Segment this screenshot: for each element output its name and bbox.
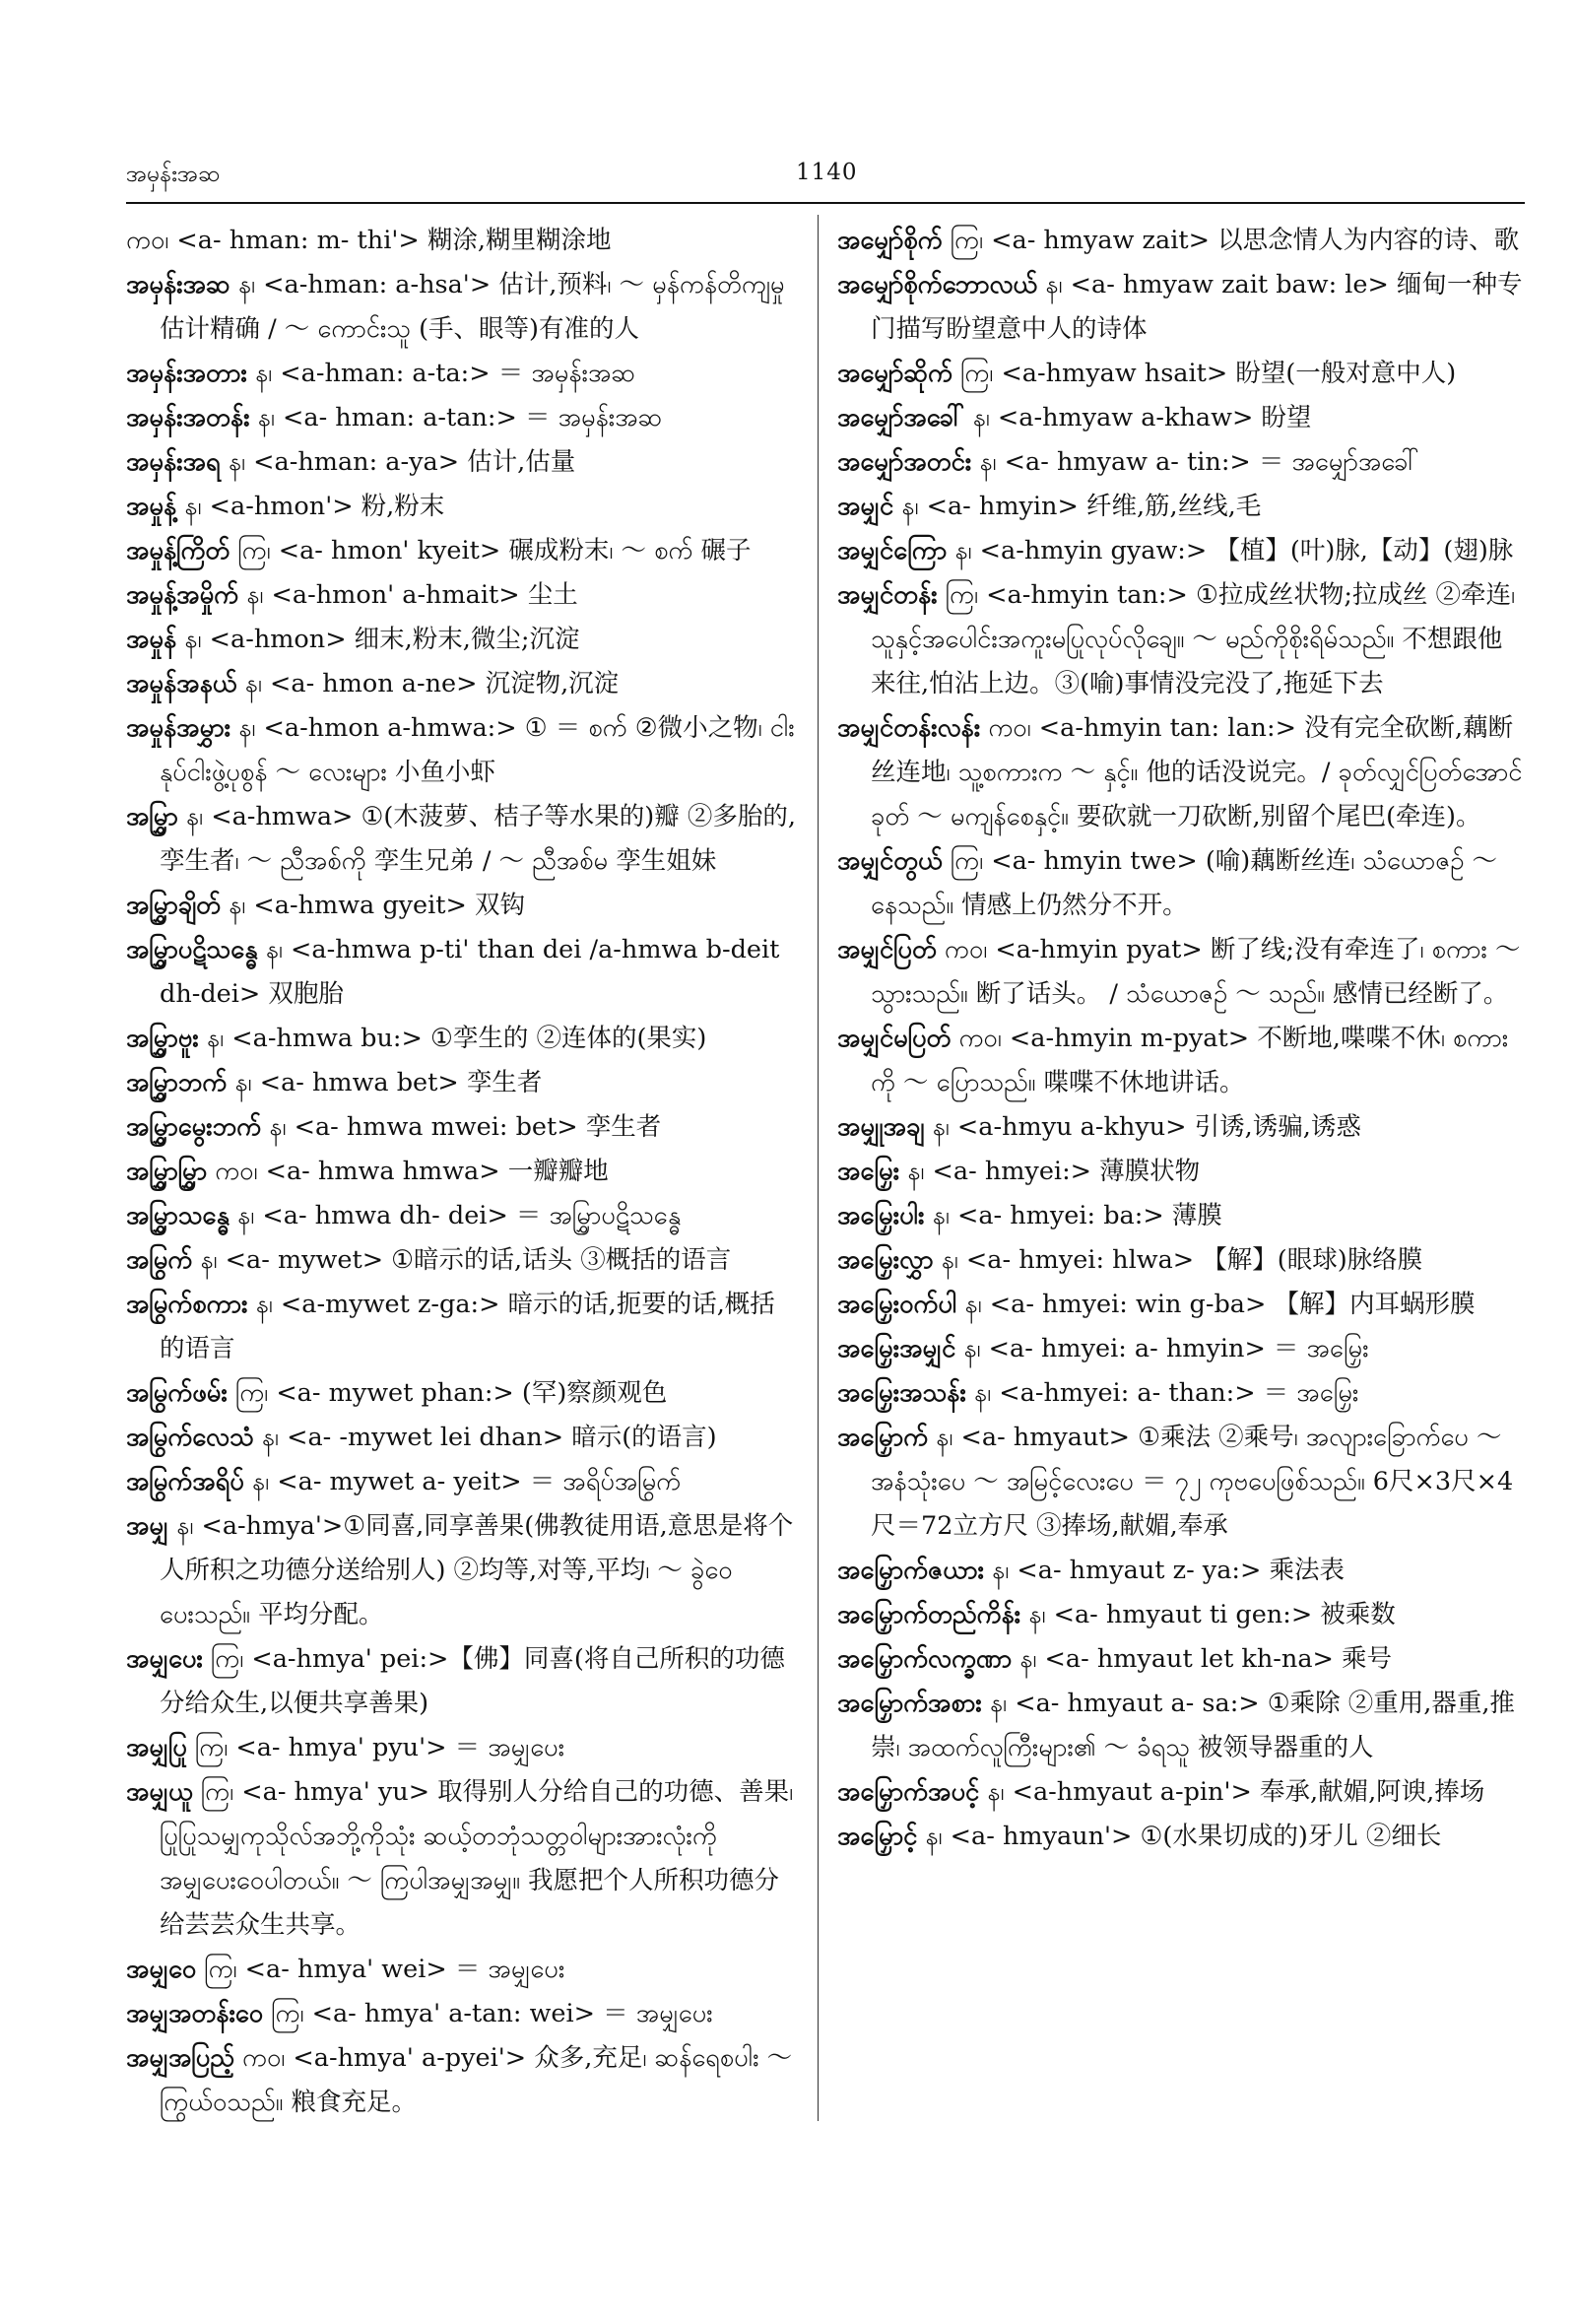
dictionary-entry <box>126 2036 796 2125</box>
entry-definition: န၊ <a- hmwa bet> 孪生者 <box>234 1068 543 1097</box>
dictionary-entry <box>126 396 796 440</box>
entry-headword: အမြွက်အရိပ် <box>126 1467 244 1496</box>
entry-headword: အမြှေးပါး <box>837 1201 925 1230</box>
dictionary-entry <box>126 662 796 706</box>
page-number: 1140 <box>796 160 858 185</box>
dictionary-entry <box>837 219 1527 263</box>
entry-headword: အမှန်းအတား <box>126 359 247 388</box>
dictionary-entry <box>126 352 796 396</box>
entry-headword: အမှုန့်အမှိုက် <box>126 580 239 610</box>
entry-headword: အမှန်းအရ <box>126 447 221 477</box>
entry-definition: န၊ <a-hmon' a-hmait> 尘土 <box>246 580 578 610</box>
dictionary-entry <box>837 263 1527 352</box>
entry-headword: အမြှေးအသန်း <box>837 1378 966 1408</box>
dictionary-entry <box>837 1238 1527 1283</box>
entry-definition: န၊ <a- hman: a-tan:> ＝ အမှန်းအဆ <box>257 403 663 432</box>
dictionary-entry <box>126 706 796 795</box>
dictionary-entry <box>837 1416 1527 1549</box>
entry-headword: အမျှင် <box>837 492 894 521</box>
header-rule <box>126 202 1525 204</box>
entry-headword: အမျှင်ကြော <box>837 536 948 565</box>
entry-headword: အမြှောက်အပင့် <box>837 1777 980 1807</box>
dictionary-entry <box>126 1150 796 1194</box>
entry-headword: အမှန်းအတန်း <box>126 403 250 432</box>
dictionary-entry <box>837 1549 1527 1593</box>
entry-headword: အမျှင်မပြတ် <box>837 1024 952 1053</box>
entry-headword: အမျှော်စိုက် <box>837 226 943 255</box>
dictionary-entry <box>126 795 796 884</box>
dictionary-entry <box>837 573 1527 706</box>
entry-headword: အမျှင်တန်းလန်း <box>837 713 981 743</box>
entry-definition: ကြ၊ <a- hmya' pyu'> ＝ အမျှပေး <box>194 1733 565 1762</box>
entry-definition: န၊ <a- hmyaw a- tin:> ＝ အမျှော်အခေါ် <box>979 447 1419 477</box>
entry-headword: အမျှော်ဆိုက် <box>837 359 952 388</box>
dictionary-entry <box>126 1948 796 1992</box>
right-column <box>837 219 1527 1859</box>
dictionary-entry <box>837 352 1527 396</box>
entry-definition: န၊ <a- hmyaut> ①乘法 ②乘号၊ အလျားခြောက်ပေ ～ အနံသုံးပေ ～ အမြင့်လေးပေ ＝ ၇၂ ကုဗပေဖြစ်သည်။ 6尺×3尺×4尺＝72立方尺 ③捧场,献媚,奉承 <box>871 1423 1514 1541</box>
dictionary-entry <box>126 1416 796 1460</box>
entry-definition: န၊ <a- hmyaw zait baw: le> 缅甸一种专门描写盼望意中人的诗体 <box>871 270 1523 344</box>
entry-definition: ကဝ၊ <a-hmyin tan: lan:> 没有完全砍断,藕断丝连地၊ သူ့စကားက ～ နှင့်။ 他的话没说完。/ ခုတ်လျှင်ပြတ်အောင်ခုတ် ～ မကျန်စေနှင့်။ 要砍就一刀砍断,别留个尾巴(牵连)。 <box>871 713 1523 831</box>
dictionary-entry <box>837 396 1527 440</box>
entry-definition: ကဝ၊ <a- hman: m- thi'> 糊涂,糊里糊涂地 <box>126 226 612 255</box>
dictionary-entry <box>837 1105 1527 1150</box>
entry-headword: အမြှေးဝက်ပါ <box>837 1290 957 1319</box>
entry-definition: န၊ <a-hmya'>①同喜,同享善果(佛教徒用语,意思是将个人所积之功德分送给别人) ②均等,对等,平均၊ ～ ခွဲဝေပေးသည်။ 平均分配。 <box>160 1511 794 1629</box>
entry-headword: အမြွှာချိတ် <box>126 891 221 920</box>
dictionary-entry <box>126 1105 796 1150</box>
entry-headword: အမြွှာဘက် <box>126 1068 228 1097</box>
dictionary-entry <box>837 839 1527 928</box>
entry-definition: န၊ <a- hmon a-ne> 沉淀物,沉淀 <box>244 669 620 698</box>
entry-definition: န၊ <a-hmon a-hmwa:> ① ＝ စက် ②微小之物၊ ငါးနုပ်ငါးဖွဲ့ပုစွန် ～ လေးများ 小鱼小虾 <box>160 713 795 787</box>
entry-headword: အမြွက် <box>126 1245 193 1275</box>
entry-headword: အမျှင်တွယ် <box>837 846 943 876</box>
dictionary-entry <box>837 1283 1527 1327</box>
entry-definition: ကြ၊ <a- hmya' a-tan: wei> ＝ အမျှပေး <box>271 1999 713 2028</box>
entry-headword: အမှုန့်ကြိတ် <box>126 536 230 565</box>
entry-definition: န၊ <a-hmon'> 粉,粉末 <box>184 492 445 521</box>
entry-definition: န၊ <a-hmyin gyaw:> 【植】(叶)脉,【动】(翅)脉 <box>954 536 1514 565</box>
dictionary-entry <box>126 1371 796 1416</box>
dictionary-entry <box>837 1327 1527 1371</box>
dictionary-entry <box>126 1770 796 1948</box>
dictionary-entry <box>837 1637 1527 1682</box>
dictionary-entry <box>126 1194 796 1238</box>
entry-definition: န၊ <a- hmyin> 纤维,筋,丝线,毛 <box>901 492 1262 521</box>
entry-headword: အမြှေးအမျှင် <box>837 1334 956 1363</box>
entry-headword: အမျှ <box>126 1511 169 1541</box>
dictionary-entry <box>126 263 796 352</box>
entry-definition: ကဝ၊ <a- hmwa hmwa> 一瓣瓣地 <box>215 1157 609 1186</box>
entry-definition: ကြ၊ <a- hmon' kyeit> 碾成粉末၊ ～ စက် 碾子 <box>237 536 752 565</box>
entry-definition: န၊ <a- hmyei:> 薄膜状物 <box>907 1157 1201 1186</box>
entry-definition: န၊ <a-mywet z-ga:> 暗示的话,扼要的话,概括的语言 <box>160 1290 775 1363</box>
entry-definition: ကြ၊ <a- hmyin twe> (喻)藕断丝连၊ သံယောဇဉ် ～ နေသည်။ 情感上仍然分不开。 <box>871 846 1498 920</box>
entry-definition: ကဝ၊ <a-hmya' a-pyei'> 众多,充足၊ ဆန်ရေစပါး ～ ကြွယ်ဝသည်။ 粮食充足。 <box>160 2043 793 2117</box>
entry-headword: အမြှေး <box>837 1157 900 1186</box>
entry-definition: န၊ <a- hmyaut z- ya:> 乘法表 <box>992 1556 1345 1585</box>
entry-headword: အမျှပေး <box>126 1644 203 1674</box>
dictionary-entry <box>126 1061 796 1105</box>
entry-headword: အမြှောက်လက္ခဏာ <box>837 1644 1013 1674</box>
dictionary-entry <box>126 1283 796 1371</box>
entry-headword: အမျှဝေ <box>126 1955 197 1984</box>
column-divider <box>818 215 819 2121</box>
dictionary-entry <box>126 928 796 1017</box>
entry-headword: အမျှအပြည့် <box>126 2043 234 2073</box>
entry-headword: အမျှပြု <box>126 1733 187 1762</box>
entry-definition: န၊ <a- hmyaun'> ①(水果切成的)牙儿 ②细长 <box>925 1822 1442 1851</box>
dictionary-entry <box>126 219 796 263</box>
entry-headword: အမျှင်တန်း <box>837 580 938 610</box>
dictionary-entry <box>126 1992 796 2036</box>
dictionary-entry <box>126 1504 796 1637</box>
entry-headword: အမြွှာမြွှာ <box>126 1157 208 1186</box>
entry-definition: န၊ <a- hmyei: hlwa> 【解】(眼球)脉络膜 <box>941 1245 1423 1275</box>
entry-definition: န၊ <a-hmyei: a- than:> ＝ အမြှေး <box>973 1378 1359 1408</box>
dictionary-entry <box>837 706 1527 839</box>
entry-definition: န၊ <a-hmwa> ①(木菠萝、桔子等水果的)瓣 ②多胎的,孪生者၊ ～ ညီအစ်ကို 孪生兄弟 / ～ ညီအစ်မ 孪生姐妹 <box>160 802 796 876</box>
entry-headword: အမျှုအချ <box>837 1112 925 1142</box>
entry-definition: န၊ <a- hmwa mwei: bet> 孪生者 <box>269 1112 662 1142</box>
entry-definition: န၊ <a-hmyaw a-khaw> 盼望 <box>972 403 1312 432</box>
dictionary-entry <box>837 1815 1527 1859</box>
entry-definition: ကြ၊ <a-hmya' pei:>【佛】同喜(将自己所积的功德分给众生,以便共享善果) <box>160 1644 785 1718</box>
entry-definition: န၊ <a- hmyei: ba:> 薄膜 <box>932 1201 1222 1230</box>
dictionary-entry <box>126 485 796 529</box>
entry-headword: အမှန်းအဆ <box>126 270 230 299</box>
entry-definition: ကြ၊ <a- hmyaw zait> 以思念情人为内容的诗、歌 <box>950 226 1520 255</box>
dictionary-entry <box>837 1770 1527 1815</box>
entry-headword: အမှုန်အမွှား <box>126 713 231 743</box>
dictionary-entry <box>837 928 1527 1017</box>
entry-headword: အမျှအတန်းဝေ <box>126 1999 264 2028</box>
entry-headword: အမျှယူ <box>126 1777 193 1807</box>
left-column <box>126 219 796 2125</box>
entry-definition: န၊ <a- hmwa dh- dei> ＝ အမြွှာပဋိသန္ဓေ <box>237 1201 682 1230</box>
dictionary-entry <box>837 1150 1527 1194</box>
entry-definition: န၊ <a-hmwa bu:> ①孪生的 ②连体的(果实) <box>206 1024 707 1053</box>
dictionary-entry <box>126 529 796 573</box>
entry-definition: န၊ <a- -mywet lei dhan> 暗示(的语言) <box>261 1423 717 1452</box>
entry-definition: န၊ <a-hman: a-hsa'> 估计,预料၊ ～ မှန်ကန်တိကျမှု 估计精确 / ～ ကောင်းသူ (手、眼等)有准的人 <box>160 270 785 344</box>
entry-headword: အမျှော်အခေါ် <box>837 403 965 432</box>
entry-definition: န၊ <a-hmwa gyeit> 双钩 <box>229 891 526 920</box>
entry-headword: အမြွက်လေသံ <box>126 1423 254 1452</box>
running-head: အမှန်းအဆ <box>126 162 221 187</box>
entry-definition: န၊ <a- mywet a- yeit> ＝ အရိပ်အမြွက် <box>251 1467 682 1496</box>
entry-definition: ကြ၊ <a-hmyaw hsait> 盼望(一般对意中人) <box>960 359 1457 388</box>
entry-headword: အမှုန်အနယ် <box>126 669 237 698</box>
entry-headword: အမြွှာသန္ဓေ <box>126 1201 230 1230</box>
dictionary-entry <box>126 1017 796 1061</box>
entry-headword: အမှုန့် <box>126 492 177 521</box>
entry-headword: အမြွှာမွေးဘက် <box>126 1112 262 1142</box>
dictionary-entry <box>126 1460 796 1504</box>
entry-definition: ကဝ၊ <a-hmyin pyat> 断了线;没有牵连了၊ စကား ～ သွားသည်။ 断了话头。 / သံယောဇဉ် ～ သည်။ 感情已经断了。 <box>871 935 1521 1009</box>
entry-definition: န၊ <a- hmyaut ti gen:> 被乘数 <box>1028 1600 1396 1629</box>
entry-definition: န၊ <a- hmyei: a- hmyin> ＝ အမြှေး <box>963 1334 1369 1363</box>
entry-headword: အမြွှာဗူး <box>126 1024 199 1053</box>
entry-definition: န၊ <a-hmyu a-khyu> 引诱,诱骗,诱惑 <box>932 1112 1361 1142</box>
entry-definition: န၊ <a- hmyei: win g-ba> 【解】内耳蜗形膜 <box>964 1290 1476 1319</box>
entry-headword: အမျှင်ပြတ် <box>837 935 937 964</box>
entry-definition: န၊ <a- hmyaut a- sa:> ①乘除 ②重用,器重,推崇၊ အထက်လူကြီးများ၏ ～ ခံရသူ 被领导器重的人 <box>871 1689 1515 1762</box>
entry-headword: အမြွက်ဖမ်း <box>126 1378 228 1408</box>
dictionary-entry <box>837 1371 1527 1416</box>
dictionary-entry <box>126 884 796 928</box>
entry-headword: အမျှော်စိုက်ဘောလယ် <box>837 270 1038 299</box>
dictionary-entry <box>837 440 1527 485</box>
dictionary-entry <box>837 1017 1527 1105</box>
entry-definition: န၊ <a- hmyaut let kh-na> 乘号 <box>1019 1644 1393 1674</box>
entry-definition: န၊ <a-hmon> 细末,粉末,微尘;沉淀 <box>184 625 580 654</box>
dictionary-entry <box>126 1637 796 1726</box>
entry-headword: အမြှေးလွှာ <box>837 1245 934 1275</box>
entry-headword: အမြွက်စကား <box>126 1290 248 1319</box>
entry-definition: ကဝ၊ <a-hmyin m-pyat> 不断地,喋喋不休၊ စကားကို ～ ပြောသည်။ 喋喋不休地讲话。 <box>871 1024 1509 1097</box>
entry-headword: အမြှောင့် <box>837 1822 918 1851</box>
entry-definition: ကြ၊ <a- hmya' wei> ＝ အမျှပေး <box>204 1955 565 1984</box>
dictionary-entry <box>837 1194 1527 1238</box>
dictionary-entry <box>837 529 1527 573</box>
entry-definition: န၊ <a-hman: a-ta:> ＝ အမှန်းအဆ <box>254 359 636 388</box>
entry-definition: န၊ <a-hmwa p-ti' than dei /a-hmwa b-deit dh-dei> 双胞胎 <box>160 935 780 1009</box>
entry-headword: အမြှောက်တည်ကိန်း <box>837 1600 1021 1629</box>
dictionary-entry <box>126 573 796 618</box>
entry-definition: ကြ၊ <a- mywet phan:> (罕)察颜观色 <box>234 1378 668 1408</box>
entry-headword: အမြှောက် <box>837 1423 929 1452</box>
dictionary-entry <box>126 618 796 662</box>
dictionary-entry <box>837 1682 1527 1770</box>
entry-headword: အမျှော်အတင်း <box>837 447 972 477</box>
dictionary-entry <box>126 440 796 485</box>
dictionary-entry <box>126 1238 796 1283</box>
entry-definition: န၊ <a- mywet> ①暗示的话,话头 ③概括的语言 <box>200 1245 732 1275</box>
entry-headword: အမြွှာ <box>126 802 178 831</box>
entry-definition: န၊ <a-hmyaut a-pin'> 奉承,献媚,阿谀,捧场 <box>987 1777 1485 1807</box>
page-header <box>0 0 1576 227</box>
entry-definition: ကြ၊ <a- hmya' yu> 取得别人分给自己的功德、善果၊ ပြုပြုသမျှကုသိုလ်အဘို့ကိုသုံး ဆယ့်တဘုံသတ္တဝါများအားလုံးကို အမျှပေးဝေပါတယ်။ ～ ကြပါအမျှအမျှ။ 我愿把个人所积功德分给芸芸众生共享。 <box>160 1777 794 1940</box>
dictionary-entry <box>837 1593 1527 1637</box>
dictionary-entry <box>126 1726 796 1770</box>
entry-headword: အမြှောက်အစား <box>837 1689 982 1718</box>
entry-headword: အမြှောက်ဇယား <box>837 1556 984 1585</box>
entry-headword: အမြွှာပဋိသန္ဓေ <box>126 935 258 964</box>
entry-headword: အမှုန် <box>126 625 177 654</box>
entry-definition: ကြ၊ <a-hmyin tan:> ①拉成丝状物;拉成丝 ②牵连၊ သူနှင့်အပေါင်းအကူးမပြုလုပ်လိုချေ။ ～ မည်ကိုစိုးရိမ်သည်။ 不想跟他来往,怕沾上边。③(喻)事情没完没了,拖延下去 <box>871 580 1516 698</box>
dictionary-entry <box>837 485 1527 529</box>
entry-definition: န၊ <a-hman: a-ya> 估计,估量 <box>228 447 576 477</box>
